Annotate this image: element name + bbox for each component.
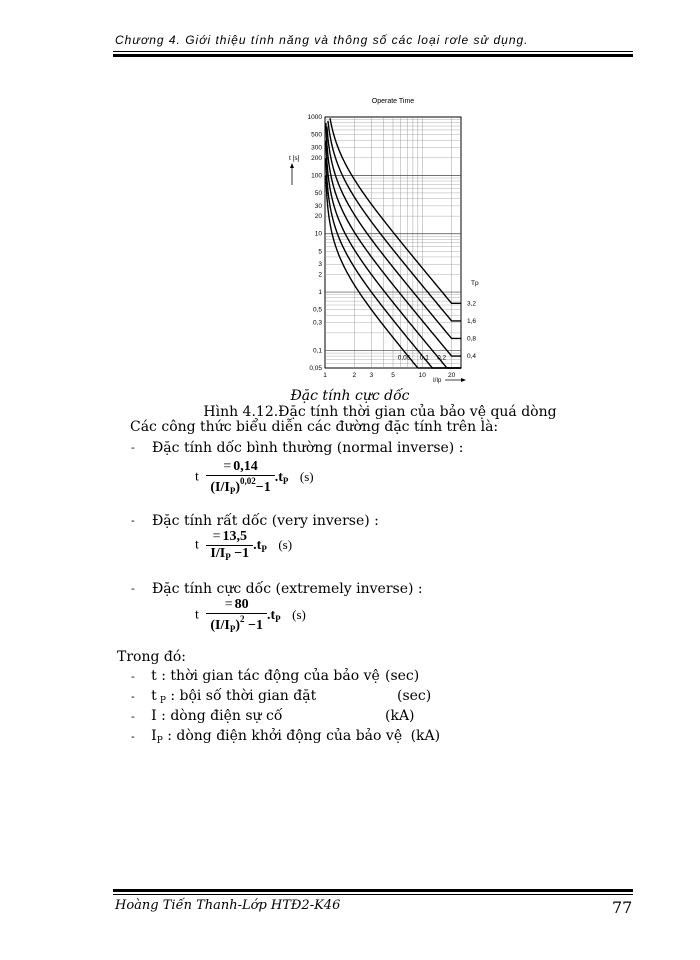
- figure-caption-title: Đặc tính cực dốc: [290, 388, 410, 404]
- figure-caption: Hình 4.12.Đặc tính thời gian của bảo vệ quá dòng: [203, 404, 557, 420]
- y-tick-label: 1000: [307, 114, 322, 121]
- y-tick-label: 20: [314, 213, 322, 221]
- formula-normal-inverse: t $\frac{= 0,14}{(I/I_P)^{0,02}-1}$ $.t_P$ (s): [195, 459, 314, 496]
- y-tick-label: 5: [318, 248, 322, 256]
- formula-very-inverse: t $\frac{= 13,5}{I/I_P -1}$ $.t_P$ (s): [195, 529, 293, 562]
- footer-rule: [113, 894, 633, 895]
- y-tick-label: 300: [311, 144, 322, 152]
- x-tick-label: 1: [323, 372, 327, 379]
- y-tick-label: 0,3: [312, 319, 322, 327]
- def-time: - t : thời gian tác động của bảo vệ (sec): [131, 668, 420, 684]
- inline-curve-label: 0,2: [437, 354, 447, 362]
- curve-tp-0,05: [326, 176, 461, 368]
- x-tick-label: 10: [418, 372, 426, 379]
- inline-curve-label: 0,05: [397, 354, 411, 362]
- inline-curve-label: 0,1: [419, 354, 429, 362]
- page-header-title: Chương 4. Giới thiệu tính năng và thông số các loại rơle sử dụng.: [115, 33, 529, 47]
- chart-title: Operate Time: [371, 98, 415, 105]
- y-tick-label: 0,1: [312, 347, 322, 355]
- y-tick-label: 0,05: [309, 365, 322, 372]
- legend-label: 1,6: [467, 317, 477, 325]
- item-very-inverse: Đặc tính rất dốc (very inverse) :: [152, 513, 379, 529]
- item-extremely-inverse: Đặc tính cực dốc (extremely inverse) :: [152, 581, 423, 597]
- y-axis-label: t [s]: [289, 155, 300, 162]
- x-tick-label: 3: [369, 372, 374, 379]
- y-tick-label: 1: [318, 289, 322, 297]
- bullet-3: -: [131, 582, 135, 595]
- y-tick-label: 30: [314, 202, 322, 210]
- def-pickup-current: - $I_P$ : dòng điện khởi động của bảo vệ (kA): [131, 728, 441, 746]
- legend-label: 0,8: [467, 335, 477, 343]
- curve-tp-0,1: [326, 158, 461, 368]
- y-tick-label: 100: [311, 172, 322, 180]
- x-tick-label: 5: [391, 372, 395, 379]
- legend-title: Tp: [471, 280, 479, 287]
- operate-time-chart: [285, 90, 485, 394]
- legend-label: 0,4: [467, 353, 477, 361]
- intro-text: Các công thức biểu diễn các đường đặc tính trên là:: [130, 419, 499, 435]
- bullet-2: -: [131, 514, 135, 527]
- def-fault-current: - I : dòng điện sự cố (kA): [131, 708, 415, 724]
- x-axis-label: I/Ip: [433, 378, 442, 384]
- legend-label: 3,2: [467, 300, 477, 308]
- x-tick-label: 20: [447, 372, 456, 379]
- y-tick-label: 200: [311, 154, 322, 162]
- footer-rule-thick: [113, 889, 633, 892]
- curve-tp-3,2: [330, 118, 461, 303]
- y-tick-label: 500: [311, 131, 322, 139]
- where-heading: Trong đó:: [117, 649, 186, 665]
- page-number: 77: [612, 898, 633, 917]
- formula-extremely-inverse: t $\frac{= 80}{(I/I_P)^2 -1}$ $.t_P$ (s): [195, 597, 306, 634]
- y-tick-label: 50: [314, 189, 322, 197]
- x-axis-arrowhead: [461, 378, 466, 382]
- y-tick-label: 0,5: [312, 306, 322, 314]
- footer-author: Hoàng Tiến Thanh-Lớp HTĐ2-K46: [115, 898, 341, 913]
- y-axis-arrowhead: [290, 163, 294, 168]
- bullet-1: -: [131, 441, 135, 454]
- y-tick-label: 3: [318, 261, 322, 269]
- y-tick-label: 10: [314, 230, 322, 238]
- y-tick-label: 2: [318, 271, 322, 279]
- header-rule-thick: [113, 54, 633, 57]
- header-rule: [113, 51, 633, 52]
- def-time-multiplier: - t $_P$ : bội số thời gian đặt (sec): [131, 688, 432, 706]
- item-normal-inverse: Đặc tính dốc bình thường (normal inverse) :: [152, 440, 464, 456]
- x-tick-label: 2: [352, 372, 357, 379]
